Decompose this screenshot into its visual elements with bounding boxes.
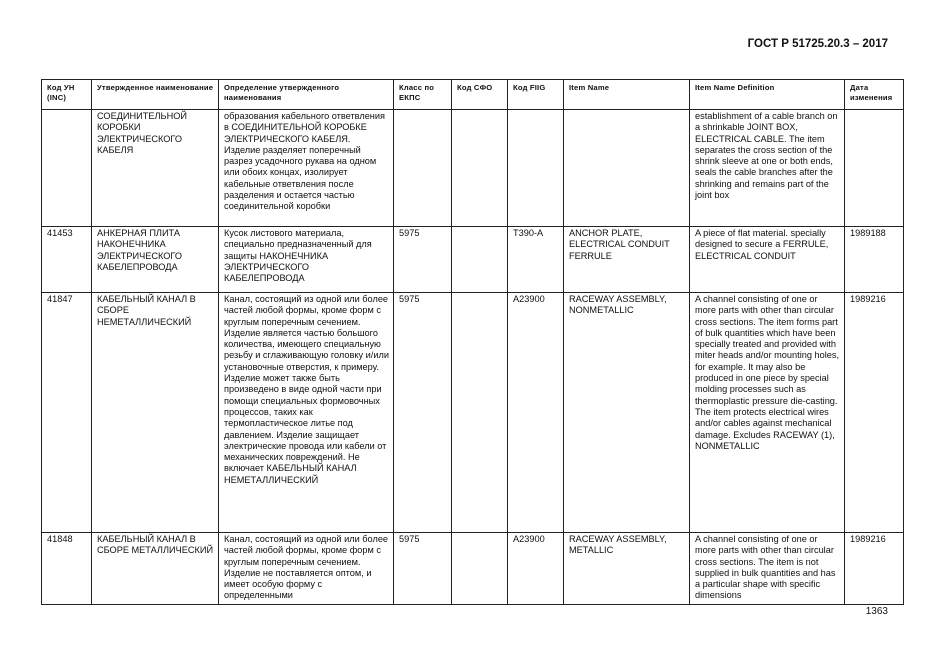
header-approved-name: Утвержденное наименование: [92, 80, 219, 110]
cell-ekps-class: 5975: [394, 533, 452, 605]
header-inc: Код УН (INC): [42, 80, 92, 110]
cell-definition: образования кабельного ответвления в СОЕДИНИТЕЛЬНОЙ КОРОБКЕ ЭЛЕКТРИЧЕСКОГО КАБЕЛЯ. Изделие разделяет поперечный разрез усадочного рукава на одном или обоих концах, изолирует кабельные ответвления после разделения и остается частью соединительной коробки: [219, 110, 394, 227]
table-header-row: [42, 80, 904, 110]
header-item-name-definition: Item Name Definition: [690, 80, 845, 110]
cell-inc: [42, 110, 92, 227]
cell-fiig-code: A23900: [508, 293, 564, 533]
cell-fiig-code: T390-A: [508, 227, 564, 293]
cell-change-date: 1989188: [845, 227, 904, 293]
cell-approved-name: КАБЕЛЬНЫЙ КАНАЛ В СБОРЕ НЕМЕТАЛЛИЧЕСКИЙ: [92, 293, 219, 533]
cell-item-name: ANCHOR PLATE, ELECTRICAL CONDUIT FERRULE: [564, 227, 690, 293]
cell-inc: 41847: [42, 293, 92, 533]
cell-item-name: RACEWAY ASSEMBLY, NONMETALLIC: [564, 293, 690, 533]
cell-item-name-definition: A channel consisting of one or more parts with other than circular cross sections. The item is not supplied in bulk quantities and has a particular shape with specific dimensions: [690, 533, 845, 605]
cell-fiig-code: [508, 110, 564, 227]
cell-item-name-definition: A piece of flat material. specially designed to secure a FERRULE, ELECTRICAL CONDUIT: [690, 227, 845, 293]
document-title: ГОСТ Р 51725.20.3 – 2017: [747, 38, 888, 50]
cell-change-date: 1989216: [845, 293, 904, 533]
cell-item-name-definition: A channel consisting of one or more parts with other than circular cross sections. The item forms part of bulk quantities which have been specially treated and provided with miter heads and/or mounting holes, for example. It may also be produced in one piece by special molding processes such as thermoplastic pressure die-casting. The item protects electrical wires and/or cables against mechanical damage. Excludes RACEWAY (1), NONMETALLIC: [690, 293, 845, 533]
table-row: [42, 110, 904, 227]
cell-approved-name: КАБЕЛЬНЫЙ КАНАЛ В СБОРЕ МЕТАЛЛИЧЕСКИЙ: [92, 533, 219, 605]
cell-item-name-definition: establishment of a cable branch on a shrinkable JOINT BOX, ELECTRICAL CABLE. The item separates the cross section of the shrink sleeve at one or both ends, seals the cable branches after the shrinking and remains part of the joint box: [690, 110, 845, 227]
cell-item-name: [564, 110, 690, 227]
page-number: 1363: [865, 606, 888, 617]
cell-sfo-code: [452, 110, 508, 227]
cell-inc: 41453: [42, 227, 92, 293]
cell-inc: 41848: [42, 533, 92, 605]
cell-approved-name: АНКЕРНАЯ ПЛИТА НАКОНЕЧНИКА ЭЛЕКТРИЧЕСКОГО КАБЕЛЕПРОВОДА: [92, 227, 219, 293]
cell-ekps-class: 5975: [394, 293, 452, 533]
cell-sfo-code: [452, 293, 508, 533]
cell-ekps-class: 5975: [394, 227, 452, 293]
cell-change-date: 1989216: [845, 533, 904, 605]
header-ekps-class: Класс по ЕКПС: [394, 80, 452, 110]
cell-item-name: RACEWAY ASSEMBLY, METALLIC: [564, 533, 690, 605]
header-change-date: Дата изменения: [845, 80, 904, 110]
classification-table: [41, 79, 904, 605]
cell-definition: Канал, состоящий из одной или более частей любой формы, кроме форм с круглым поперечным сечением. Изделие является частью большого количества, имеющего специальную резьбу и сглаживающую головку и/или установочные отверстия, к примеру. Изделие может также быть произведено в виде одной части при помощи специальных формовочных процессов, таких как термопластическое литье под давлением. Изделие защищает электрические провода или кабели от механических повреждений. Не включает КАБЕЛЬНЫЙ КАНАЛ НЕМЕТАЛЛИЧЕСКИЙ: [219, 293, 394, 533]
header-sfo-code: Код СФО: [452, 80, 508, 110]
cell-fiig-code: A23900: [508, 533, 564, 605]
cell-ekps-class: [394, 110, 452, 227]
table-row: [42, 293, 904, 533]
header-item-name: Item Name: [564, 80, 690, 110]
cell-change-date: [845, 110, 904, 227]
cell-sfo-code: [452, 227, 508, 293]
cell-definition: Канал, состоящий из одной или более частей любой формы, кроме форм с круглым поперечным сечением. Изделие не поставляется оптом, и имеет особую форму с определенными: [219, 533, 394, 605]
cell-sfo-code: [452, 533, 508, 605]
cell-approved-name: СОЕДИНИТЕЛЬНОЙ КОРОБКИ ЭЛЕКТРИЧЕСКОГО КАБЕЛЯ: [92, 110, 219, 227]
table-row: [42, 227, 904, 293]
header-fiig-code: Код FIIG: [508, 80, 564, 110]
table-row: [42, 533, 904, 605]
cell-definition: Кусок листового материала, специально предназначенный для защиты НАКОНЕЧНИКА ЭЛЕКТРИЧЕСКОГО КАБЕЛЕПРОВОДА: [219, 227, 394, 293]
header-definition: Определение утвержденного наименования: [219, 80, 394, 110]
